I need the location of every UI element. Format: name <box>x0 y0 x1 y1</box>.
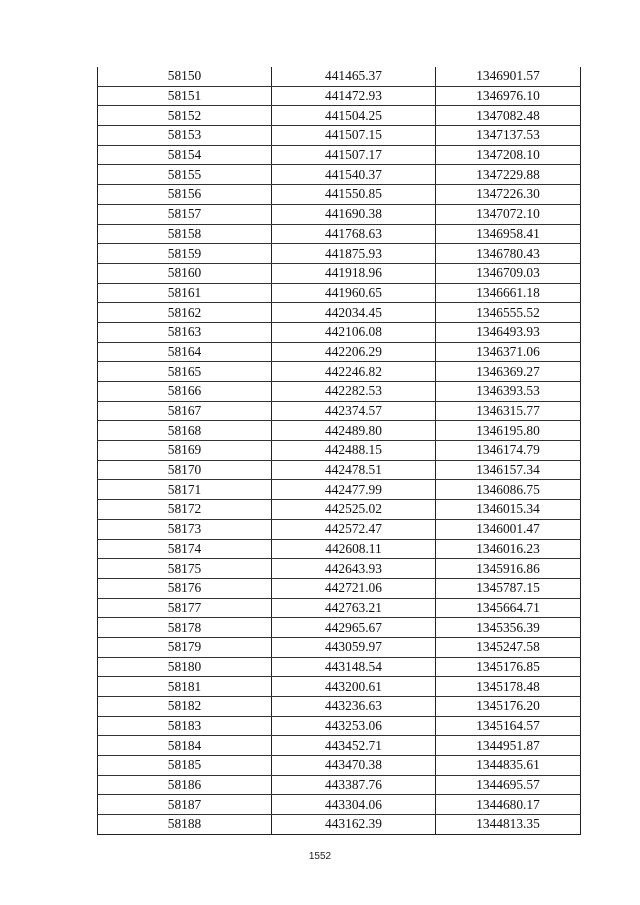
point-id-cell: 58153 <box>98 126 272 146</box>
table-row <box>98 677 581 697</box>
x-coordinate-cell: 441540.37 <box>272 165 436 185</box>
table-row <box>98 67 581 86</box>
point-id-cell: 58182 <box>98 697 272 717</box>
x-coordinate-cell: 442608.11 <box>272 539 436 559</box>
y-coordinate-cell: 1347208.10 <box>436 145 581 165</box>
x-coordinate-cell: 443148.54 <box>272 657 436 677</box>
y-coordinate-cell: 1344695.57 <box>436 775 581 795</box>
y-coordinate-cell: 1347072.10 <box>436 204 581 224</box>
point-id-cell: 58169 <box>98 441 272 461</box>
table-row <box>98 500 581 520</box>
table-row <box>98 736 581 756</box>
table-row <box>98 421 581 441</box>
point-id-cell: 58175 <box>98 559 272 579</box>
table-row <box>98 756 581 776</box>
point-id-cell: 58161 <box>98 283 272 303</box>
table-row <box>98 815 581 835</box>
y-coordinate-cell: 1346661.18 <box>436 283 581 303</box>
point-id-cell: 58150 <box>98 67 272 86</box>
x-coordinate-cell: 441472.93 <box>272 86 436 106</box>
point-id-cell: 58157 <box>98 204 272 224</box>
x-coordinate-cell: 441550.85 <box>272 185 436 205</box>
x-coordinate-cell: 442572.47 <box>272 519 436 539</box>
table-row <box>98 697 581 717</box>
x-coordinate-cell: 443304.06 <box>272 795 436 815</box>
table-row <box>98 539 581 559</box>
x-coordinate-cell: 443470.38 <box>272 756 436 776</box>
table-row <box>98 106 581 126</box>
x-coordinate-cell: 441690.38 <box>272 204 436 224</box>
point-id-cell: 58152 <box>98 106 272 126</box>
y-coordinate-cell: 1346195.80 <box>436 421 581 441</box>
table-row <box>98 519 581 539</box>
y-coordinate-cell: 1347082.48 <box>436 106 581 126</box>
table-row <box>98 460 581 480</box>
y-coordinate-cell: 1345664.71 <box>436 598 581 618</box>
x-coordinate-cell: 441507.15 <box>272 126 436 146</box>
table-row <box>98 480 581 500</box>
y-coordinate-cell: 1345787.15 <box>436 578 581 598</box>
y-coordinate-cell: 1345356.39 <box>436 618 581 638</box>
table-row <box>98 657 581 677</box>
x-coordinate-cell: 443200.61 <box>272 677 436 697</box>
table-row <box>98 322 581 342</box>
point-id-cell: 58170 <box>98 460 272 480</box>
y-coordinate-cell: 1345164.57 <box>436 716 581 736</box>
point-id-cell: 58173 <box>98 519 272 539</box>
x-coordinate-cell: 441465.37 <box>272 67 436 86</box>
point-id-cell: 58163 <box>98 322 272 342</box>
point-id-cell: 58172 <box>98 500 272 520</box>
table-row <box>98 598 581 618</box>
y-coordinate-cell: 1344813.35 <box>436 815 581 835</box>
y-coordinate-cell: 1346315.77 <box>436 401 581 421</box>
x-coordinate-cell: 442477.99 <box>272 480 436 500</box>
y-coordinate-cell: 1346393.53 <box>436 382 581 402</box>
y-coordinate-cell: 1346369.27 <box>436 362 581 382</box>
table-row <box>98 716 581 736</box>
table-row <box>98 204 581 224</box>
x-coordinate-cell: 442374.57 <box>272 401 436 421</box>
y-coordinate-cell: 1344680.17 <box>436 795 581 815</box>
table-row <box>98 185 581 205</box>
y-coordinate-cell: 1346493.93 <box>436 322 581 342</box>
y-coordinate-cell: 1346958.41 <box>436 224 581 244</box>
point-id-cell: 58165 <box>98 362 272 382</box>
x-coordinate-cell: 442246.82 <box>272 362 436 382</box>
y-coordinate-cell: 1346780.43 <box>436 244 581 264</box>
x-coordinate-cell: 442643.93 <box>272 559 436 579</box>
table-row <box>98 775 581 795</box>
table-row <box>98 362 581 382</box>
point-id-cell: 58167 <box>98 401 272 421</box>
x-coordinate-cell: 443387.76 <box>272 775 436 795</box>
x-coordinate-cell: 442525.02 <box>272 500 436 520</box>
point-id-cell: 58186 <box>98 775 272 795</box>
y-coordinate-cell: 1346015.34 <box>436 500 581 520</box>
point-id-cell: 58177 <box>98 598 272 618</box>
y-coordinate-cell: 1346555.52 <box>436 303 581 323</box>
point-id-cell: 58180 <box>98 657 272 677</box>
point-id-cell: 58171 <box>98 480 272 500</box>
x-coordinate-cell: 443162.39 <box>272 815 436 835</box>
point-id-cell: 58158 <box>98 224 272 244</box>
x-coordinate-cell: 441918.96 <box>272 263 436 283</box>
table-row <box>98 145 581 165</box>
x-coordinate-cell: 442489.80 <box>272 421 436 441</box>
table-row <box>98 578 581 598</box>
y-coordinate-cell: 1347137.53 <box>436 126 581 146</box>
x-coordinate-cell: 442721.06 <box>272 578 436 598</box>
point-id-cell: 58162 <box>98 303 272 323</box>
coordinates-table <box>97 67 581 835</box>
x-coordinate-cell: 441507.17 <box>272 145 436 165</box>
y-coordinate-cell: 1346371.06 <box>436 342 581 362</box>
table-row <box>98 342 581 362</box>
point-id-cell: 58181 <box>98 677 272 697</box>
x-coordinate-cell: 443452.71 <box>272 736 436 756</box>
page-number: 1552 <box>308 851 332 862</box>
table-row <box>98 303 581 323</box>
y-coordinate-cell: 1344835.61 <box>436 756 581 776</box>
x-coordinate-cell: 442488.15 <box>272 441 436 461</box>
point-id-cell: 58185 <box>98 756 272 776</box>
table-row <box>98 618 581 638</box>
x-coordinate-cell: 442106.08 <box>272 322 436 342</box>
x-coordinate-cell: 441875.93 <box>272 244 436 264</box>
point-id-cell: 58183 <box>98 716 272 736</box>
x-coordinate-cell: 441960.65 <box>272 283 436 303</box>
point-id-cell: 58168 <box>98 421 272 441</box>
x-coordinate-cell: 442763.21 <box>272 598 436 618</box>
y-coordinate-cell: 1345916.86 <box>436 559 581 579</box>
y-coordinate-cell: 1347229.88 <box>436 165 581 185</box>
x-coordinate-cell: 442206.29 <box>272 342 436 362</box>
table-row <box>98 126 581 146</box>
point-id-cell: 58164 <box>98 342 272 362</box>
table-row <box>98 401 581 421</box>
point-id-cell: 58166 <box>98 382 272 402</box>
y-coordinate-cell: 1346709.03 <box>436 263 581 283</box>
point-id-cell: 58155 <box>98 165 272 185</box>
table-row <box>98 441 581 461</box>
table-row <box>98 559 581 579</box>
table-row <box>98 263 581 283</box>
x-coordinate-cell: 442965.67 <box>272 618 436 638</box>
x-coordinate-cell: 443236.63 <box>272 697 436 717</box>
y-coordinate-cell: 1345176.20 <box>436 697 581 717</box>
table-row <box>98 86 581 106</box>
x-coordinate-cell: 443059.97 <box>272 637 436 657</box>
y-coordinate-cell: 1346001.47 <box>436 519 581 539</box>
table-row <box>98 637 581 657</box>
point-id-cell: 58159 <box>98 244 272 264</box>
point-id-cell: 58160 <box>98 263 272 283</box>
point-id-cell: 58188 <box>98 815 272 835</box>
table-row <box>98 283 581 303</box>
x-coordinate-cell: 443253.06 <box>272 716 436 736</box>
y-coordinate-cell: 1347226.30 <box>436 185 581 205</box>
y-coordinate-cell: 1346976.10 <box>436 86 581 106</box>
point-id-cell: 58176 <box>98 578 272 598</box>
point-id-cell: 58151 <box>98 86 272 106</box>
x-coordinate-cell: 441768.63 <box>272 224 436 244</box>
x-coordinate-cell: 441504.25 <box>272 106 436 126</box>
y-coordinate-cell: 1345176.85 <box>436 657 581 677</box>
x-coordinate-cell: 442034.45 <box>272 303 436 323</box>
point-id-cell: 58156 <box>98 185 272 205</box>
table-row <box>98 165 581 185</box>
y-coordinate-cell: 1346016.23 <box>436 539 581 559</box>
table-row <box>98 795 581 815</box>
x-coordinate-cell: 442282.53 <box>272 382 436 402</box>
point-id-cell: 58179 <box>98 637 272 657</box>
y-coordinate-cell: 1346174.79 <box>436 441 581 461</box>
y-coordinate-cell: 1345247.58 <box>436 637 581 657</box>
y-coordinate-cell: 1344951.87 <box>436 736 581 756</box>
point-id-cell: 58174 <box>98 539 272 559</box>
table-row <box>98 244 581 264</box>
table-row <box>98 382 581 402</box>
y-coordinate-cell: 1346901.57 <box>436 67 581 86</box>
y-coordinate-cell: 1346157.34 <box>436 460 581 480</box>
point-id-cell: 58184 <box>98 736 272 756</box>
coordinates-table-body <box>98 67 581 834</box>
y-coordinate-cell: 1345178.48 <box>436 677 581 697</box>
x-coordinate-cell: 442478.51 <box>272 460 436 480</box>
point-id-cell: 58187 <box>98 795 272 815</box>
point-id-cell: 58178 <box>98 618 272 638</box>
table-row <box>98 224 581 244</box>
point-id-cell: 58154 <box>98 145 272 165</box>
y-coordinate-cell: 1346086.75 <box>436 480 581 500</box>
